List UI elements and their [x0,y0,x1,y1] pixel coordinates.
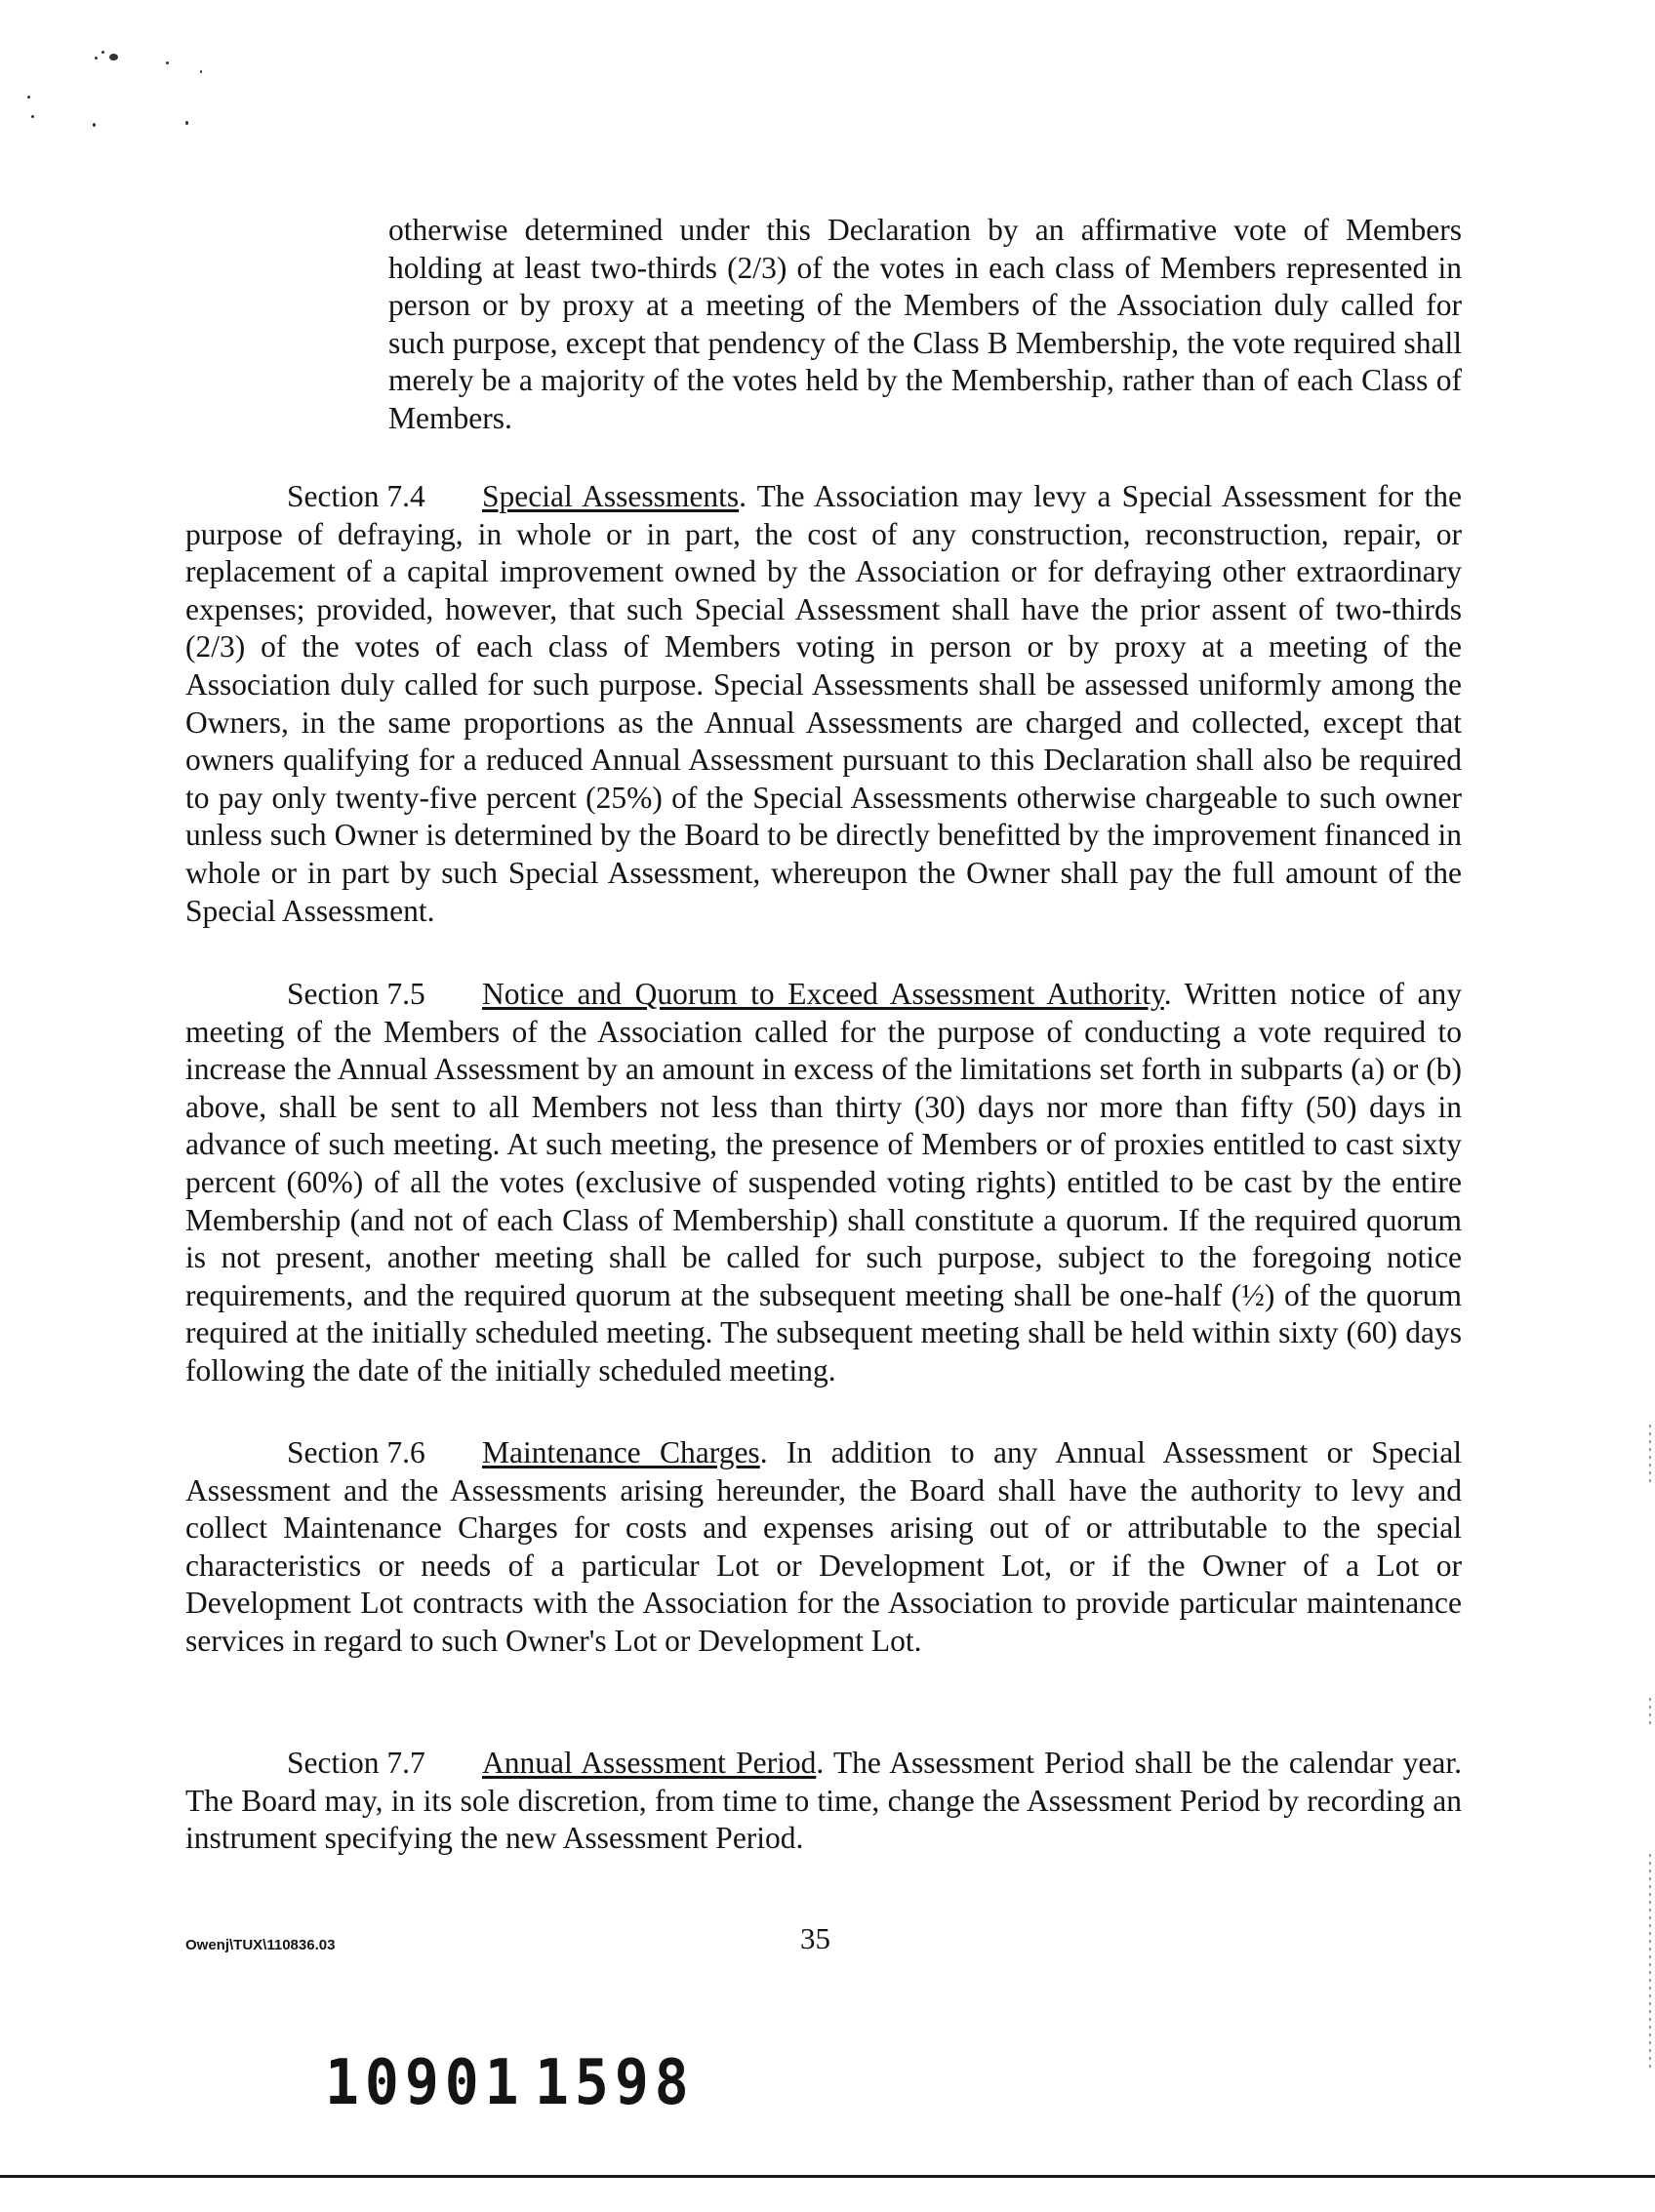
scan-edge-marks [1649,1854,1651,2069]
scan-speck [200,70,202,73]
section-7-5 [185,976,1462,1390]
scan-speck [93,123,96,127]
section-number: Section 7.5 [287,977,425,1011]
section-body: . The Association may levy a Special Assessment for the purpose of defraying, in whole or in part, the cost of any construction, reconstruction, repair, or replacement of a capital improvement owned by the Association or for defraying other extraordinary expenses; provided, however, that such Special Assessment shall have the prior assent of two-thirds (2/3) of the votes of each class of Members voting in person or by proxy at a meeting of the Association duly called for such purpose. Special Assessments shall be assessed uniformly among the Owners, in the same proportions as the Annual Assessments are charged and collected, except that owners qualifying for a reduced Annual Assessment pursuant to this Declaration shall also be required to pay only twenty-five percent (25%) of the Special Assessments otherwise chargeable to such owner unless such Owner is determined by the Board to be directly benefitted by the improvement financed in whole or in part by such Special Assessment, whereupon the Owner shall pay the full amount of the Special Assessment. [185,479,1462,928]
section-body: . Written notice of any meeting of the Members of the Association called for the purpose of conducting a vote required to increase the Annual Assessment by an amount in excess of the limitations set forth in subparts (a) or (b) above, shall be sent to all Members not less than thirty (30) days nor more than fifty (50) days in advance of such meeting. At such meeting, the presence of Members or of proxies entitled to cast sixty percent (60%) of all the votes (exclusive of suspended voting rights) entitled to be cast by the entire Membership (and not of each Class of Membership) shall constitute a quorum. If the required quorum is not present, another meeting shall be called for such purpose, subject to the foregoing notice requirements, and the required quorum at the subsequent meeting shall be one-half (½) of the quorum required at the initially scheduled meeting. The subsequent meeting shall be held within sixty (60) days following the date of the initially scheduled meeting. [185,977,1462,1388]
scan-speck [27,96,30,99]
section-title: Annual Assessment Period [482,1746,817,1780]
section-number: Section 7.6 [287,1435,425,1469]
scan-speck [166,61,169,64]
recording-stamp-book: 10901 [325,2045,525,2119]
bottom-rule [0,2175,1655,2178]
section-body: . The Assessment Period shall be the calendar year. The Board may, in its sole discretion, from time to time, change the Assessment Period by recording an instrument specifying the new Assessment Period. [185,1746,1462,1856]
section-number: Section 7.7 [287,1746,425,1780]
scan-speck [95,57,98,60]
footer-file-reference: Owenj\TUX\110836.03 [185,1937,336,1953]
section-7-7 [185,1745,1462,1858]
scan-speck [109,54,118,60]
scan-speck [101,51,104,54]
continuation-paragraph: otherwise determined under this Declaration by an affirmative vote of Members holding at least two-thirds (2/3) of the votes in each class of Members represented in person or by proxy at a meeting of the Members of the Association duly called for such purpose, except that pendency of the Class B Membership, the vote required shall merely be a majority of the votes held by the Membership, rather than of each Class of Members. [388,213,1462,435]
scan-edge-marks [1649,1425,1651,1483]
section-7-4 [185,478,1462,930]
section-title: Maintenance Charges [482,1435,760,1469]
scan-edge-marks [1649,1698,1651,1727]
section-title: Notice and Quorum to Exceed Assessment Authority [482,977,1164,1011]
scan-speck [185,121,188,125]
section-7-6 [185,1434,1462,1661]
recording-stamp-page: 1598 [535,2045,695,2119]
page-number: 35 [800,1921,830,1955]
scan-speck [31,115,34,118]
section-body: . In addition to any Annual Assessment or Special Assessment and the Assessments arising hereunder, the Board shall have the authority to levy and collect Maintenance Charges for costs and expenses arising out of or attributable to the special characteristics or needs of a particular Lot or Development Lot, or if the Owner of a Lot or Development Lot contracts with the Association for the Association to provide particular maintenance services in regard to such Owner's Lot or Development Lot. [185,1435,1462,1658]
section-title: Special Assessments [482,479,740,513]
section-number: Section 7.4 [287,479,425,513]
